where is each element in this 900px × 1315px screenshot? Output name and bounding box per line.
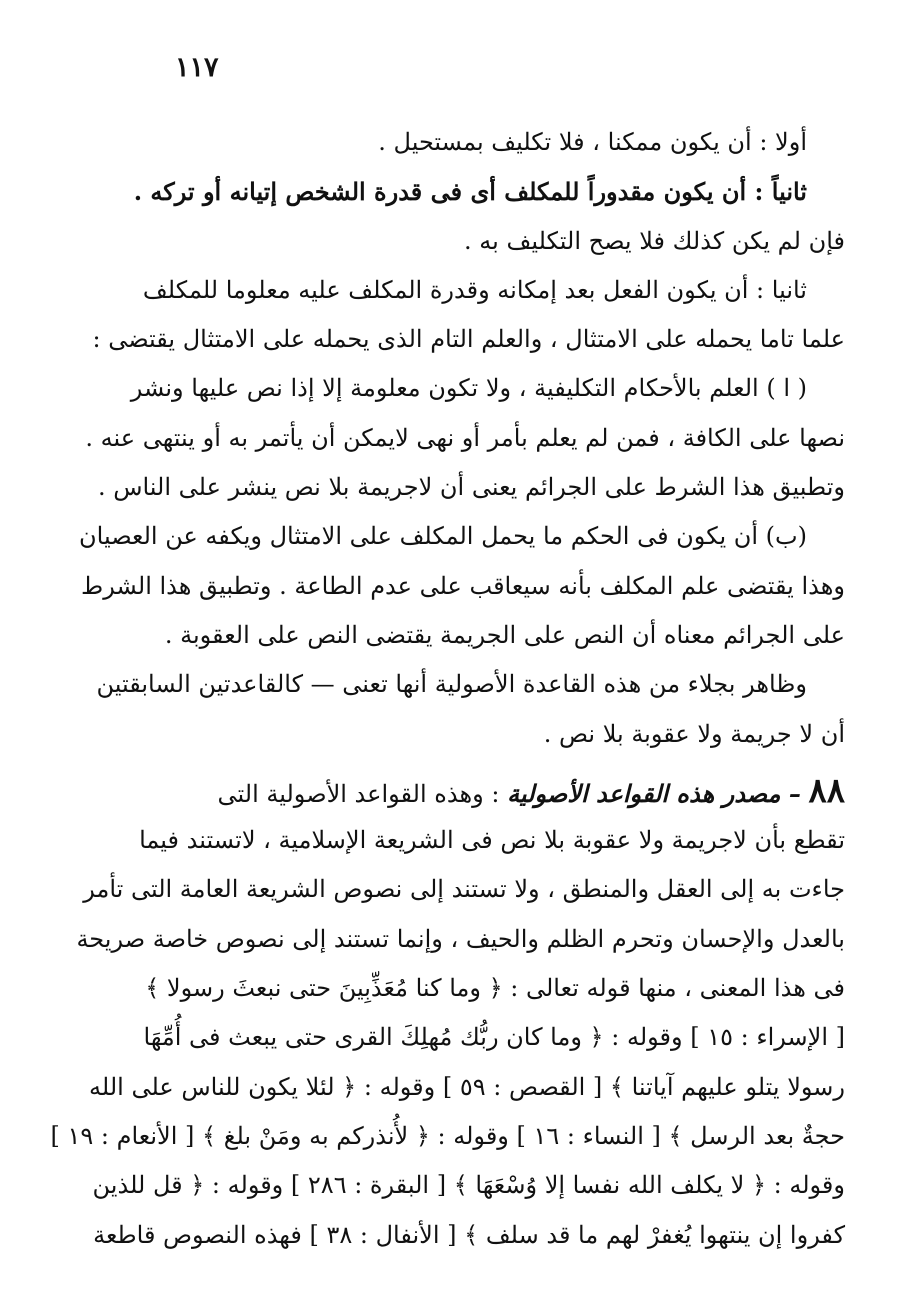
text-line: ثانيا : أن يكون الفعل بعد إمكانه وقدرة المكلف عليه معلوما للمكلف — [142, 275, 807, 304]
text-line: ثانياً : أن يكون مقدوراً للمكلف أى فى قدرة الشخص إتيانه أو تركه . — [133, 177, 807, 207]
text-line: وتطبيق هذا الشرط على الجرائم يعنى أن لاجريمة بلا نص ينشر على الناس . — [97, 473, 845, 502]
text-line: علما تاما يحمله على الامتثال ، والعلم التام الذى يحمله على الامتثال يقتضى : — [92, 325, 845, 354]
section-text-line: بالعدل والإحسان وتحرم الظلم والحيف ، وإنما تستند إلى نصوص خاصة صريحة — [76, 924, 845, 953]
body-text — [50, 118, 845, 1260]
section-text-line: وقوله : ﴿ لا يكلف الله نفسا إلا وُسْعَهَا ﴾ [ البقرة : ٢٨٦ ] وقوله : ﴿ قل للذين — [92, 1171, 845, 1200]
section-text-line: كفروا إن ينتهوا يُغفرْ لهم ما قد سلف ﴾ [ الأنفال : ٣٨ ] فهذه النصوص قاطعة — [93, 1220, 845, 1249]
text-line: ( ا ) العلم بالأحكام التكليفية ، ولا تكون معلومة إلا إذا نص عليها ونشر — [130, 374, 807, 403]
text-line: على الجرائم معناه أن النص على الجريمة يقتضى النص على العقوبة . — [164, 620, 845, 649]
section-text-line: تقطع بأن لاجريمة ولا عقوبة بلا نص فى الشريعة الإسلامية ، لاتستند فيما — [139, 826, 845, 855]
text-line: نصها على الكافة ، فمن لم يعلم بأمر أو نهى لايمكن أن يأتمر به أو ينتهى عنه . — [85, 423, 845, 452]
section-text-line: فى هذا المعنى ، منها قوله تعالى : ﴿ وما كنا مُعَذِّبِينَ حتى نبعثَ رسولا ﴾ — [145, 974, 845, 1003]
text-line: وظاهر بجلاء من هذه القاعدة الأصولية أنها تعنى — كالقاعدتين السابقتين — [96, 670, 807, 699]
section-text-line: حجةٌ بعد الرسل ﴾ [ النساء : ١٦ ] وقوله : ﴿ لأُنذركم به ومَنْ بلغ ﴾ [ الأنعام : ١٩ ] — [50, 1121, 845, 1150]
section-text-line: [ الإسراء : ١٥ ] وقوله : ﴿ وما كان ربُّك مُهلِكَ القرى حتى يبعث فى أُمِّهَا — [143, 1023, 845, 1052]
section-title: – مصدر هذه القواعد الأصولية — [507, 778, 801, 808]
section-first-line-text: : وهذه القواعد الأصولية التى — [217, 779, 500, 808]
text-line: وهذا يقتضى علم المكلف بأنه سيعاقب على عدم الطاعة . وتطبيق هذا الشرط — [81, 571, 845, 600]
text-line: (ب) أن يكون فى الحكم ما يحمل المكلف على الامتثال ويكفه عن العصيان — [79, 522, 807, 551]
text-line: أولا : أن يكون ممكنا ، فلا تكليف بمستحيل . — [378, 128, 807, 156]
section-text-line: جاءت به إلى العقل والمنطق ، ولا تستند إلى نصوص الشريعة العامة التى تأمر — [83, 875, 845, 904]
section-number: ٨٨ — [808, 770, 845, 811]
text-line: فإن لم يكن كذلك فلا يصح التكليف به . — [464, 226, 845, 255]
section-text-line: رسولا يتلو عليهم آياتنا ﴾ [ القصص : ٥٩ ] وقوله : ﴿ لئلا يكون للناس على الله — [89, 1072, 845, 1101]
section-heading-line — [110, 767, 845, 816]
text-line: أن لا جريمة ولا عقوبة بلا نص . — [543, 719, 845, 748]
page-number: ١١٧ — [175, 52, 219, 83]
